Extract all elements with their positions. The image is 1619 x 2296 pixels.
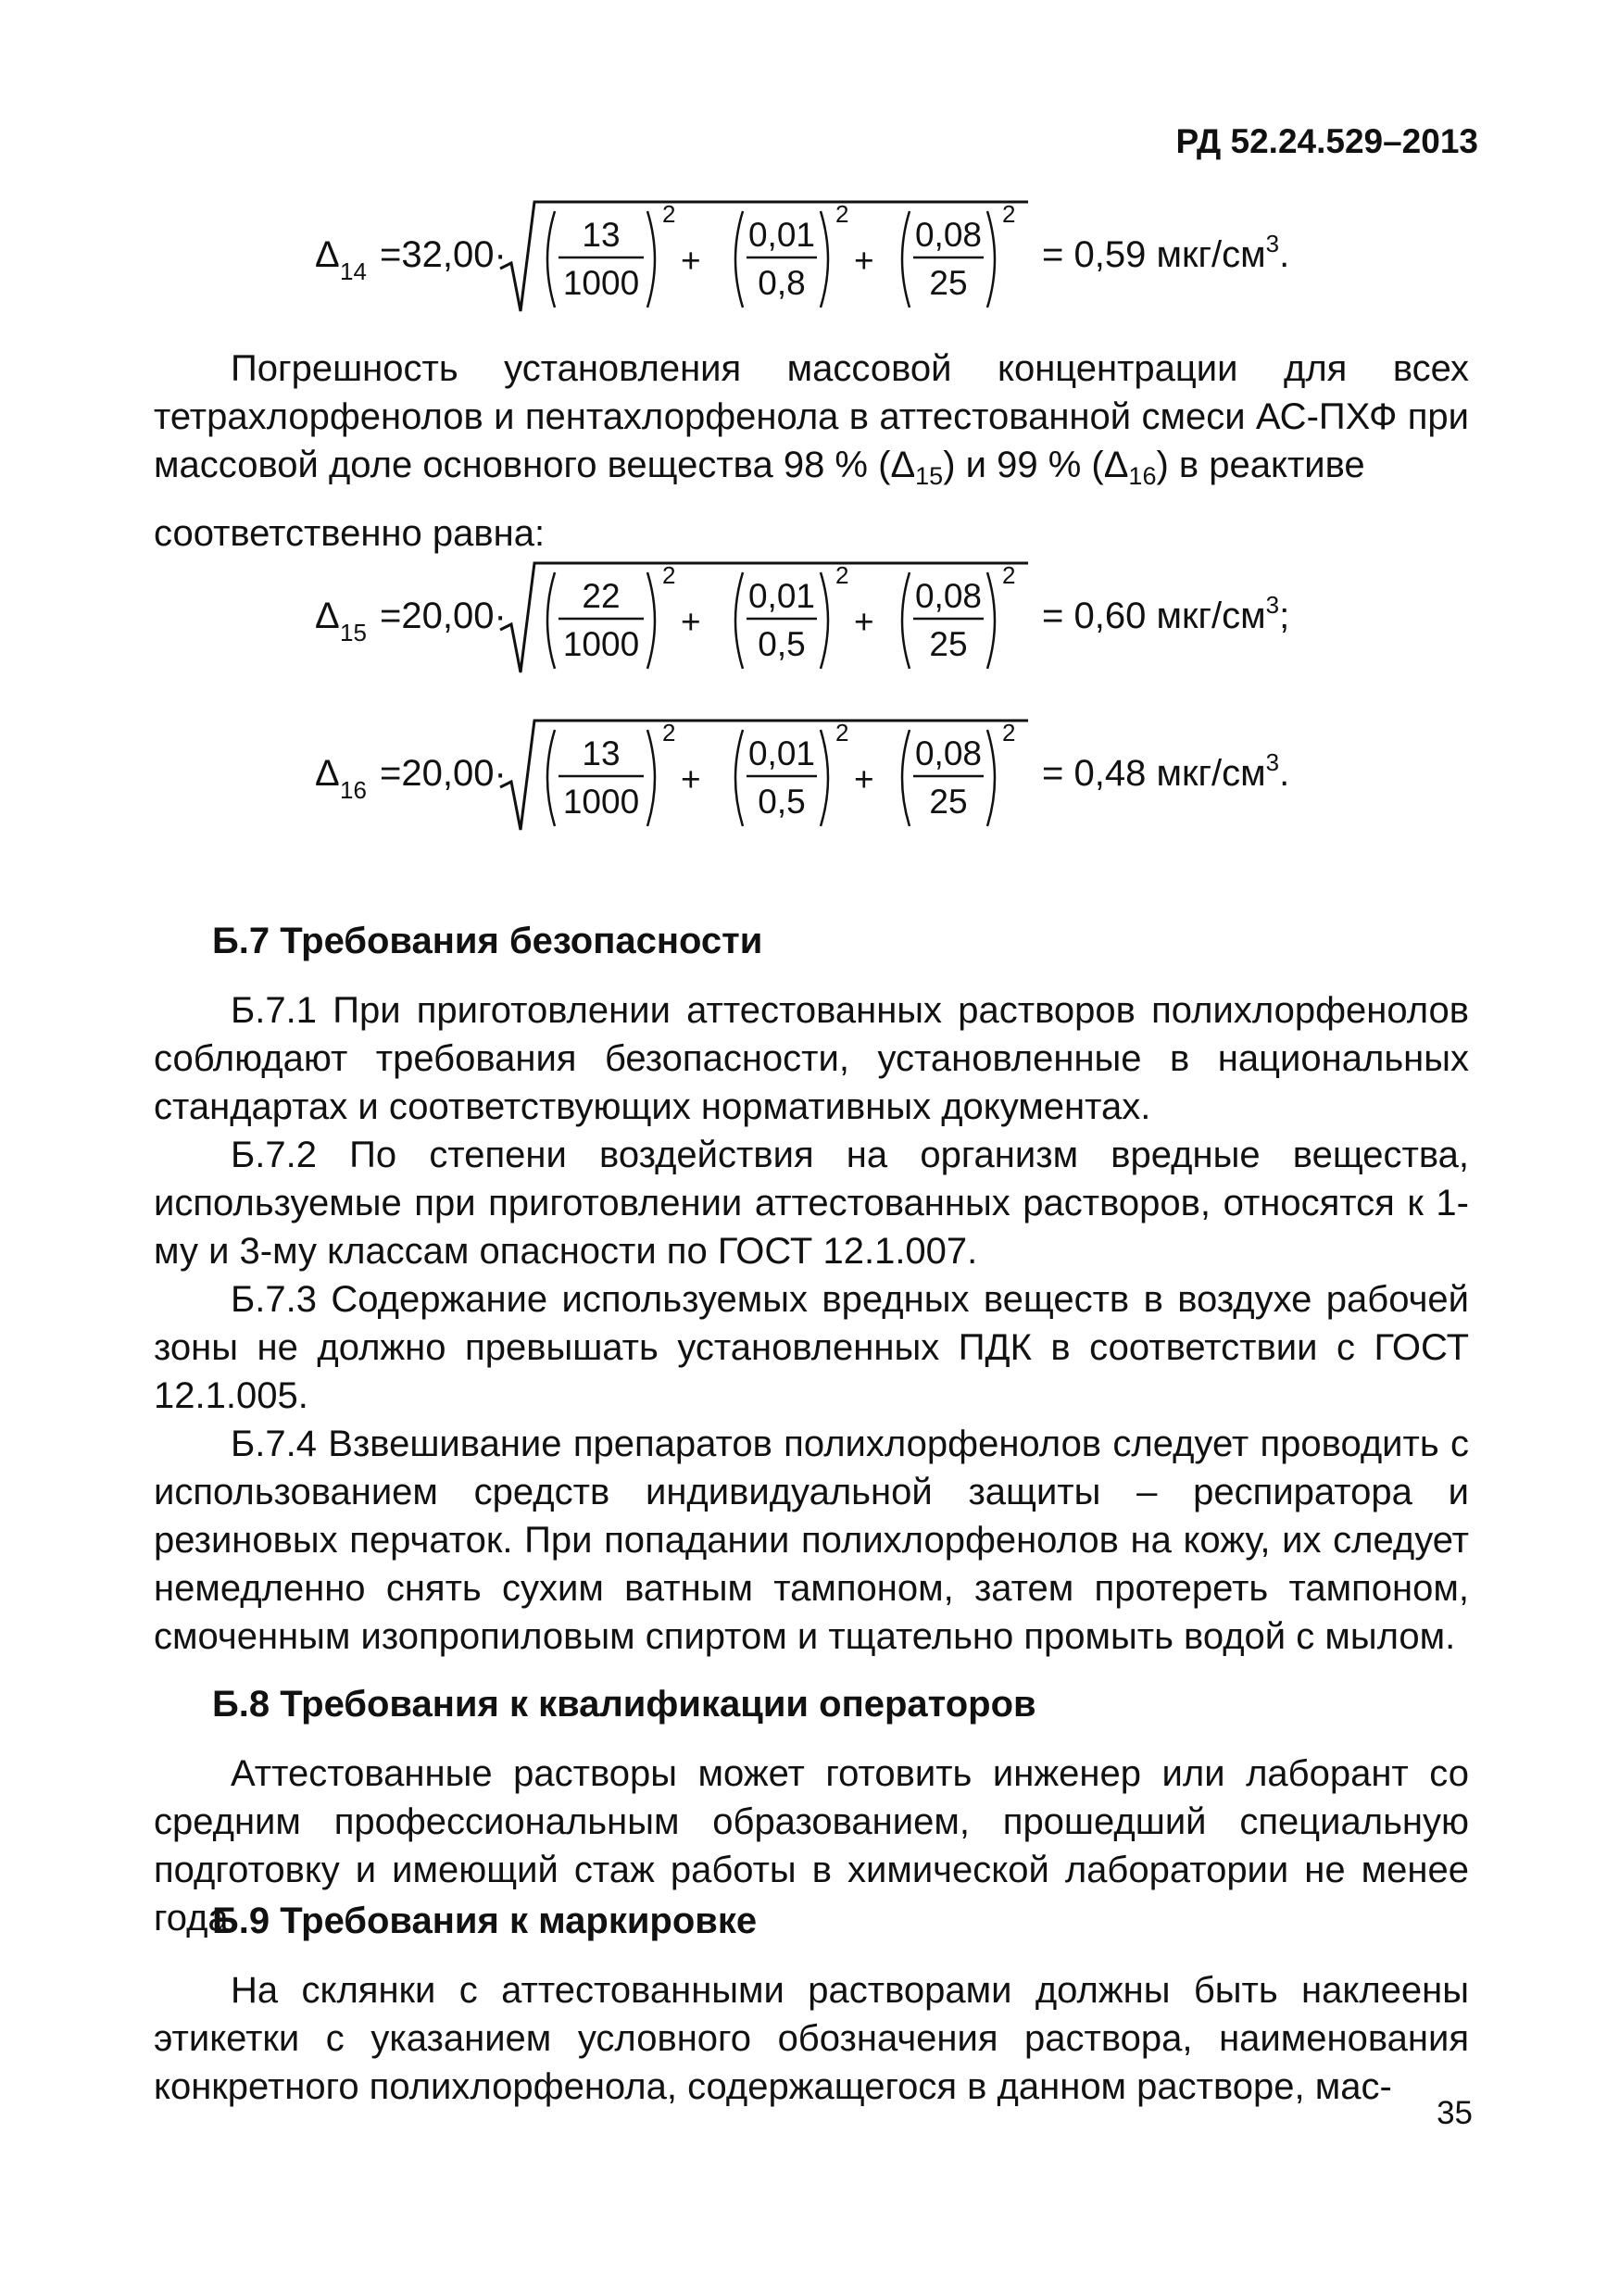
plus-sign: + — [854, 760, 874, 798]
plus-sign: + — [681, 242, 701, 280]
formula-delta-16 — [315, 713, 1380, 852]
paren-right — [647, 211, 655, 307]
fraction-denominator: 1000 — [562, 625, 640, 663]
fraction-denominator: 0,5 — [758, 625, 806, 663]
paren-right — [821, 211, 828, 307]
paren-right — [647, 572, 655, 669]
paragraph-b9-1: На склянки с аттестованными растворами должны быть наклеены этикетки с указанием условного обозначения раствора, наименования конкретного полихлорфенола, содержащегося в данном растворе, мас- — [154, 1970, 1469, 2107]
paren-right — [647, 730, 655, 826]
formula-delta-14 — [315, 194, 1380, 333]
paragraph-b7-1: Б.7.1 При приготовлении аттестованных растворов полихлорфенолов соблюдают требования безопасности, установленные в национальных стандартах и соответствующих нормативных документах. — [154, 990, 1469, 1127]
coefficient: =32,00· — [380, 234, 507, 275]
paren-left — [902, 730, 910, 826]
fraction-numerator: 0,08 — [914, 216, 983, 254]
paren-right — [987, 730, 995, 826]
section-b8-title: Б.8 Требования к квалификации операторов — [212, 1684, 1036, 1725]
intro-paragraph: Погрешность установления массовой концентрации для всех тетрахлорфенолов и пентахлорфенола в аттестованной смеси АС-ПХФ при массовой доле основного вещества 98 % $(\Delta_{15})$ и 99 % $(\Delta_{16})$ в реактиве — [154, 348, 1469, 490]
document-code: РД 52.24.529–2013 — [1175, 122, 1478, 160]
formula-result — [1042, 748, 1289, 794]
power-exponent: 2 — [662, 561, 676, 589]
paren-left — [735, 572, 743, 669]
plus-sign: + — [854, 603, 874, 641]
formula-result — [1042, 230, 1289, 275]
paragraph-b8-1: Аттестованные растворы может готовить инженер или лаборант со средним профессиональным образованием, прошедший специальную подготовку и имеющий стаж работы в химической лаборатории не менее года. — [154, 1753, 1469, 1938]
delta-symbol: Δ — [315, 234, 340, 275]
delta-subscript: 14 — [340, 257, 367, 285]
power-exponent: 2 — [835, 719, 849, 747]
plus-sign: + — [681, 760, 701, 798]
coefficient: =20,00· — [380, 596, 507, 636]
plus-sign: + — [681, 603, 701, 641]
formula-delta-15 — [315, 556, 1380, 695]
delta-subscript: 15 — [340, 619, 367, 646]
coefficient: =20,00· — [380, 753, 507, 794]
paren-left — [735, 211, 743, 307]
page-number: 35 — [1437, 2095, 1473, 2131]
power-exponent: 2 — [1002, 561, 1016, 589]
fraction-numerator: 0,01 — [747, 734, 816, 772]
paren-right — [821, 572, 828, 669]
paragraph-b7-4: Б.7.4 Взвешивание препаратов полихлорфенолов следует проводить с использованием средств индивидуальной защиты – респиратора и резиновых перчаток. При попадании полихлорфенолов на кожу, их следует немедленно снять сухим ватным тампоном, затем протереть тампоном, смоченным изопропиловым спиртом и тщательно промыть водой с мылом. — [154, 1424, 1469, 1657]
paren-right — [987, 211, 995, 307]
fraction-denominator: 0,8 — [758, 264, 806, 302]
power-exponent: 2 — [835, 200, 849, 228]
result-superscript: 3 — [1265, 230, 1280, 257]
result-superscript: 3 — [1265, 591, 1280, 619]
fraction-numerator: 0,01 — [747, 577, 816, 615]
plus-sign: + — [854, 242, 874, 280]
fraction-denominator: 0,5 — [758, 783, 806, 821]
paren-left — [902, 572, 910, 669]
result-punctuation: . — [1279, 753, 1290, 794]
power-exponent: 2 — [662, 719, 676, 747]
result-value: = 0,48 мкг/см — [1042, 753, 1266, 794]
paren-left — [902, 211, 910, 307]
fraction-denominator: 1000 — [562, 783, 640, 821]
fraction-numerator: 22 — [582, 577, 621, 615]
fraction-denominator: 25 — [929, 625, 968, 663]
intro-paragraph-block — [154, 345, 1469, 558]
power-exponent: 2 — [1002, 200, 1016, 228]
paren-right — [987, 572, 995, 669]
paren-right — [821, 730, 828, 826]
result-punctuation: . — [1279, 234, 1290, 275]
power-exponent: 2 — [835, 561, 849, 589]
paren-left — [735, 730, 743, 826]
delta-subscript: 16 — [340, 776, 367, 804]
formula-result — [1042, 591, 1289, 636]
delta-symbol: Δ — [315, 753, 340, 794]
fraction-numerator: 0,08 — [914, 734, 983, 772]
power-exponent: 2 — [662, 200, 676, 228]
fraction-numerator: 13 — [582, 216, 621, 254]
paren-left — [547, 572, 555, 669]
fraction-numerator: 0,01 — [747, 216, 816, 254]
fraction-denominator: 25 — [929, 264, 968, 302]
section-b9-title: Б.9 Требования к маркировке — [212, 1901, 758, 1941]
section-b7-title: Б.7 Требования безопасности — [212, 921, 763, 961]
result-value: = 0,60 мкг/см — [1042, 596, 1266, 636]
section-b9 — [154, 1897, 1469, 2111]
fraction-numerator: 0,08 — [914, 577, 983, 615]
fraction-denominator: 25 — [929, 783, 968, 821]
paragraph-b7-2: Б.7.2 По степени воздействия на организм вредные вещества, используемые при приготовлении аттестованных растворов, относятся к 1-му и 3-му классам опасности по ГОСТ 12.1.007. — [154, 1135, 1469, 1272]
intro-paragraph-end: соответственно равна: — [154, 513, 546, 554]
result-punctuation: ; — [1279, 596, 1290, 636]
fraction-denominator: 1000 — [562, 264, 640, 302]
result-value: = 0,59 мкг/см — [1042, 234, 1266, 275]
section-b7 — [154, 917, 1469, 1661]
paragraph-b7-3: Б.7.3 Содержание используемых вредных веществ в воздухе рабочей зоны не должно превышать установленных ПДК в соответствии с ГОСТ 12.1.005. — [154, 1279, 1469, 1416]
paren-left — [547, 211, 555, 307]
fraction-numerator: 13 — [582, 734, 621, 772]
paren-left — [547, 730, 555, 826]
power-exponent: 2 — [1002, 719, 1016, 747]
result-superscript: 3 — [1265, 748, 1280, 776]
delta-symbol: Δ — [315, 596, 340, 636]
